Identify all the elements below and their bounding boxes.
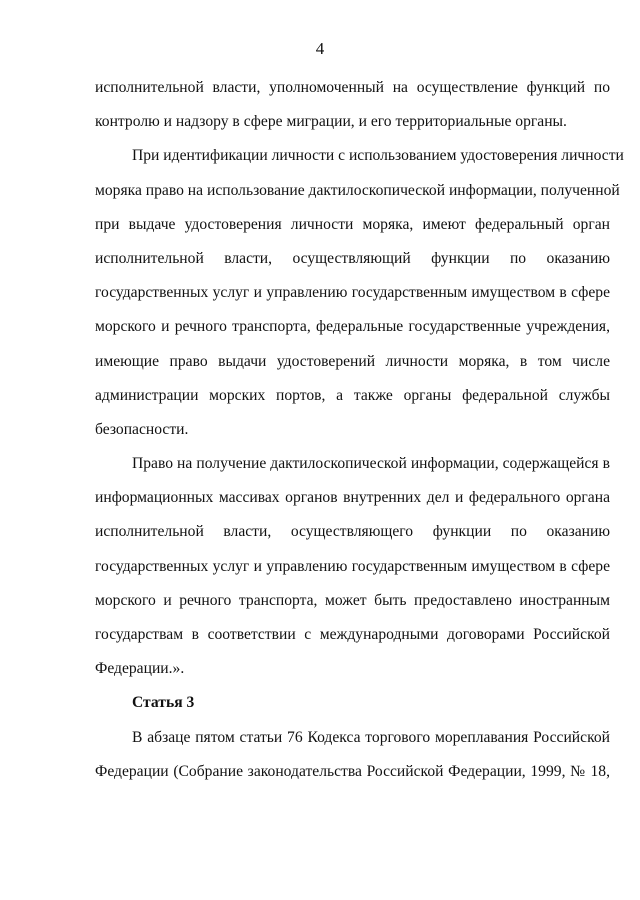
- text-line: морского и речного транспорта, может быть предоставлено иностранным: [95, 591, 610, 609]
- paragraph-continuation: [95, 71, 610, 139]
- text-line: Право на получение дактилоскопической информации, содержащейся в: [132, 455, 610, 473]
- text-line: государственных услуг и управлению государственным имуществом в сфере: [95, 557, 610, 575]
- text-line: В абзаце пятом статьи 76 Кодекса торгового мореплавания Российской: [132, 728, 610, 746]
- paragraph-identification: [95, 139, 624, 447]
- text-line: администрации морских портов, а также органы федеральной службы: [95, 386, 610, 404]
- document-body: [95, 71, 624, 789]
- text-line: государствам в соответствии с международными договорами Российской: [95, 626, 610, 643]
- text-line: безопасности.: [95, 420, 189, 438]
- article-heading: Статья 3: [132, 694, 195, 712]
- text-line: Федерации.».: [95, 660, 185, 678]
- text-line: моряка право на использование дактилоскопической информации, полученной: [95, 181, 620, 199]
- text-line: при выдаче удостоверения личности моряка, имеют федеральный орган: [95, 215, 610, 233]
- text-line: При идентификации личности с использованием удостоверения личности: [132, 147, 624, 165]
- text-line: морского и речного транспорта, федеральные государственные учреждения,: [95, 318, 610, 336]
- article-section: [95, 686, 610, 789]
- text-line: имеющие право выдачи удостоверений личности моряка, в том числе: [95, 352, 610, 370]
- text-line: исполнительной власти, осуществляющий функции по оказанию: [95, 249, 610, 267]
- text-line: контролю и надзору в сфере миграции, и его территориальные органы.: [95, 113, 567, 131]
- text-line: государственных услуг и управлению государственным имуществом в сфере: [95, 284, 610, 302]
- text-line: исполнительной власти, уполномоченный на осуществление функций по: [95, 79, 610, 96]
- text-line: исполнительной власти, осуществляющего функции по оказанию: [95, 523, 610, 541]
- text-line: информационных массивах органов внутренних дел и федерального органа: [95, 489, 610, 507]
- page-number: 4: [315, 39, 325, 58]
- text-line: Федерации (Собрание законодательства Российской Федерации, 1999, № 18,: [95, 762, 610, 780]
- paragraph-right-to-info: [95, 447, 610, 686]
